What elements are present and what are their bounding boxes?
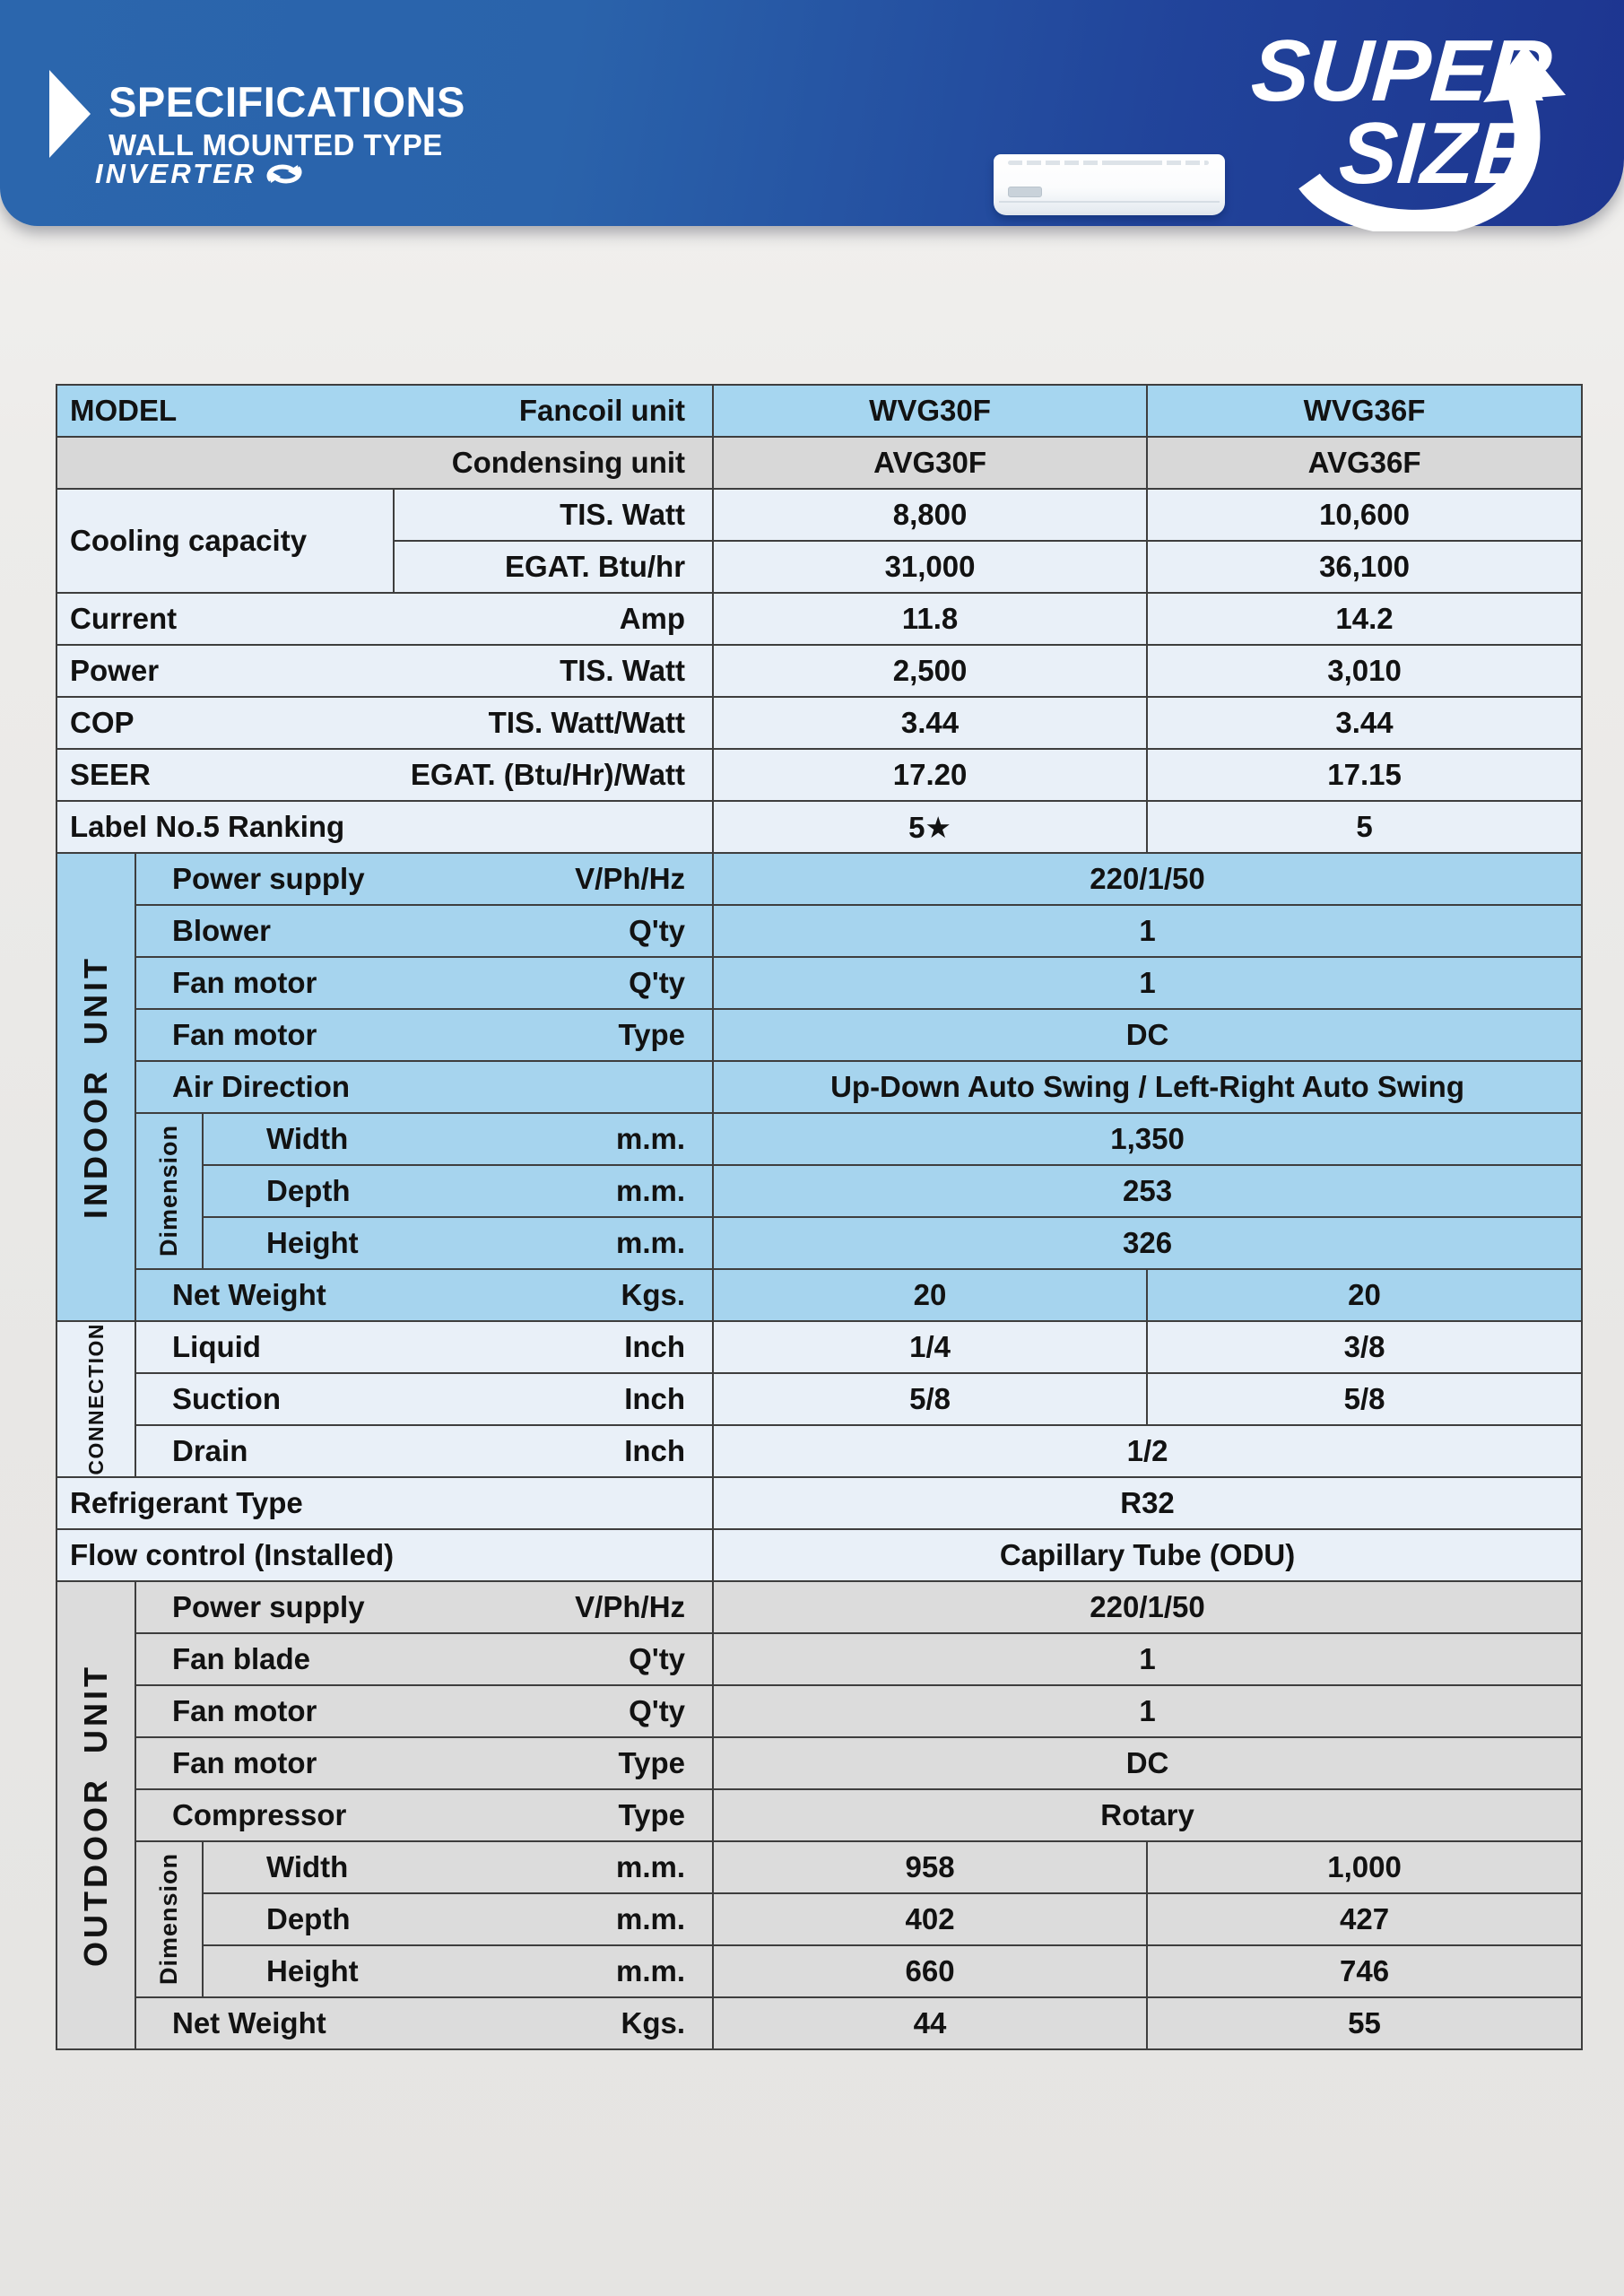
row-indoor-power — [56, 853, 1582, 905]
power-label-cell — [56, 645, 713, 697]
header-banner — [0, 0, 1624, 226]
cooling-tis-unit: TIS. Watt — [394, 489, 713, 541]
cop-label: COP — [70, 706, 135, 739]
row-suction — [56, 1373, 1582, 1425]
label5-2: 5 — [1147, 801, 1582, 853]
dimension-vertical-text: Dimension — [155, 1125, 182, 1257]
power-unit: TIS. Watt — [560, 654, 686, 687]
power-2: 3,010 — [1147, 645, 1582, 697]
spec-table — [56, 384, 1583, 2050]
fancoil-unit-label: Fancoil unit — [518, 394, 686, 427]
indoor-fanmotor-qty-label-cell — [135, 957, 713, 1009]
refrigerant-value: R32 — [713, 1477, 1582, 1529]
current-label: Current — [70, 602, 178, 635]
condensing-label-cell — [56, 437, 713, 489]
indoor-power-value: 220/1/50 — [713, 853, 1582, 905]
outdoor-fanmotor-type-label-cell — [135, 1737, 713, 1789]
suction-label-cell — [135, 1373, 713, 1425]
row-liquid — [56, 1321, 1582, 1373]
fan-blade-label: Fan blade — [172, 1642, 311, 1675]
drain-label: Drain — [172, 1434, 248, 1467]
outdoor-fanmotor-label: Fan motor — [172, 1694, 317, 1727]
indoor-unit-section-label — [56, 853, 135, 1321]
indoor-height-label-cell — [203, 1217, 713, 1269]
row-compressor — [56, 1789, 1582, 1841]
mm-unit: m.m. — [616, 1122, 686, 1155]
cooling-egat-1: 31,000 — [713, 541, 1147, 593]
outdoor-width-2: 1,000 — [1147, 1841, 1582, 1893]
outdoor-depth-1: 402 — [713, 1893, 1147, 1945]
flow-control-label: Flow control (Installed) — [70, 1538, 395, 1571]
suction-1: 5/8 — [713, 1373, 1147, 1425]
outdoor-unit-section-label — [56, 1581, 135, 2049]
blower-value: 1 — [713, 905, 1582, 957]
kgs-unit: Kgs. — [621, 2006, 686, 2039]
seer-1: 17.20 — [713, 749, 1147, 801]
indoor-height-value: 326 — [713, 1217, 1582, 1269]
supersize-logo — [1246, 22, 1605, 231]
outdoor-depth-label-cell — [203, 1893, 713, 1945]
inch-unit: Inch — [624, 1434, 686, 1467]
current-unit: Amp — [619, 602, 686, 635]
compressor-label: Compressor — [172, 1798, 347, 1831]
outdoor-power-label-cell — [135, 1581, 713, 1633]
suction-2: 5/8 — [1147, 1373, 1582, 1425]
outdoor-fanmotor-qty-unit: Q'ty — [629, 1694, 686, 1727]
connection-vertical-text: CONNECTION — [83, 1323, 108, 1475]
row-outdoor-weight — [56, 1997, 1582, 2049]
dimension-vertical-text: Dimension — [155, 1853, 182, 1986]
air-conditioner-image — [994, 154, 1225, 215]
outdoor-weight-1: 44 — [713, 1997, 1147, 2049]
model-2: WVG36F — [1147, 385, 1582, 437]
indoor-width-value: 1,350 — [713, 1113, 1582, 1165]
outdoor-height-label-cell — [203, 1945, 713, 1997]
outdoor-weight-2: 55 — [1147, 1997, 1582, 2049]
indoor-fanmotor-label: Fan motor — [172, 966, 317, 999]
indoor-weight-1: 20 — [713, 1269, 1147, 1321]
fan-blade-unit: Q'ty — [629, 1642, 686, 1675]
cooling-capacity-label: Cooling capacity — [56, 489, 394, 593]
air-direction-value: Up-Down Auto Swing / Left-Right Auto Swing — [713, 1061, 1582, 1113]
row-fan-blade — [56, 1633, 1582, 1685]
outdoor-height-1: 660 — [713, 1945, 1147, 1997]
liquid-label-cell — [135, 1321, 713, 1373]
compressor-label-cell — [135, 1789, 713, 1841]
air-direction-label: Air Direction — [172, 1070, 351, 1103]
row-label5 — [56, 801, 1582, 853]
connection-section-label — [56, 1321, 135, 1477]
indoor-weight-label-cell — [135, 1269, 713, 1321]
outdoor-power-value: 220/1/50 — [713, 1581, 1582, 1633]
indoor-depth-label-cell — [203, 1165, 713, 1217]
row-air-direction — [56, 1061, 1582, 1113]
flow-control-value: Capillary Tube (ODU) — [713, 1529, 1582, 1581]
page-subtitle: WALL MOUNTED TYPE — [109, 128, 443, 161]
inch-unit: Inch — [624, 1382, 686, 1415]
mm-unit: m.m. — [616, 1902, 686, 1935]
condensing-unit-label: Condensing unit — [451, 446, 686, 479]
arrow-right-icon — [49, 70, 91, 158]
ac-seam — [999, 201, 1220, 203]
indoor-fanmotor-type-value: DC — [713, 1009, 1582, 1061]
indoor-fanmotor-label: Fan motor — [172, 1018, 317, 1051]
outdoor-fanmotor-type-value: DC — [713, 1737, 1582, 1789]
outdoor-width-1: 958 — [713, 1841, 1147, 1893]
row-current — [56, 593, 1582, 645]
indoor-fanmotor-type-unit: Type — [618, 1018, 686, 1051]
row-indoor-weight — [56, 1269, 1582, 1321]
cooling-egat-2: 36,100 — [1147, 541, 1582, 593]
cooling-tis-2: 10,600 — [1147, 489, 1582, 541]
row-indoor-height — [56, 1217, 1582, 1269]
label5-1: 5★ — [713, 801, 1147, 853]
outdoor-power-label: Power supply — [172, 1590, 365, 1623]
row-indoor-fanmotor-qty — [56, 957, 1582, 1009]
liquid-label: Liquid — [172, 1330, 261, 1363]
outdoor-width-label-cell — [203, 1841, 713, 1893]
outdoor-fanmotor-qty-value: 1 — [713, 1685, 1582, 1737]
height-label: Height — [266, 1226, 359, 1259]
indoor-fanmotor-qty-value: 1 — [713, 957, 1582, 1009]
net-weight-label: Net Weight — [172, 2006, 326, 2039]
refrigerant-label-cell — [56, 1477, 713, 1529]
mm-unit: m.m. — [616, 1954, 686, 1987]
outdoor-power-unit: V/Ph/Hz — [575, 1590, 686, 1623]
seer-2: 17.15 — [1147, 749, 1582, 801]
row-outdoor-fanmotor-qty — [56, 1685, 1582, 1737]
row-cop — [56, 697, 1582, 749]
spec-table-container — [56, 384, 1583, 2050]
row-power — [56, 645, 1582, 697]
indoor-width-label-cell — [203, 1113, 713, 1165]
indoor-depth-value: 253 — [713, 1165, 1582, 1217]
supersize-text-bottom: SIZE — [1336, 104, 1537, 202]
blower-label-cell — [135, 905, 713, 957]
air-direction-label-cell — [135, 1061, 713, 1113]
cop-label-cell — [56, 697, 713, 749]
ac-vent — [1110, 161, 1209, 165]
row-condensing — [56, 437, 1582, 489]
cooling-tis-1: 8,800 — [713, 489, 1147, 541]
row-refrigerant — [56, 1477, 1582, 1529]
row-indoor-depth — [56, 1165, 1582, 1217]
depth-label: Depth — [266, 1902, 351, 1935]
net-weight-label: Net Weight — [172, 1278, 326, 1311]
current-1: 11.8 — [713, 593, 1147, 645]
blower-label: Blower — [172, 914, 272, 947]
kgs-unit: Kgs. — [621, 1278, 686, 1311]
power-1: 2,500 — [713, 645, 1147, 697]
outdoor-depth-2: 427 — [1147, 1893, 1582, 1945]
condensing-1: AVG30F — [713, 437, 1147, 489]
current-2: 14.2 — [1147, 593, 1582, 645]
width-label: Width — [266, 1850, 349, 1883]
outdoor-dimension-label — [135, 1841, 203, 1997]
row-indoor-fanmotor-type — [56, 1009, 1582, 1061]
inch-unit: Inch — [624, 1330, 686, 1363]
row-outdoor-fanmotor-type — [56, 1737, 1582, 1789]
row-cooling-tis — [56, 489, 1582, 541]
page-title: SPECIFICATIONS — [109, 78, 465, 126]
outdoor-height-2: 746 — [1147, 1945, 1582, 1997]
liquid-2: 3/8 — [1147, 1321, 1582, 1373]
refrigerant-label: Refrigerant Type — [70, 1486, 303, 1519]
liquid-1: 1/4 — [713, 1321, 1147, 1373]
depth-label: Depth — [266, 1174, 351, 1207]
inverter-label: INVERTER — [95, 158, 257, 189]
row-indoor-width — [56, 1113, 1582, 1165]
cop-1: 3.44 — [713, 697, 1147, 749]
indoor-fanmotor-qty-unit: Q'ty — [629, 966, 686, 999]
outdoor-unit-vertical-text: OUTDOOR UNIT — [77, 1664, 114, 1967]
compressor-value: Rotary — [713, 1789, 1582, 1841]
cop-2: 3.44 — [1147, 697, 1582, 749]
row-outdoor-width — [56, 1841, 1582, 1893]
model-label: MODEL — [70, 394, 178, 427]
indoor-power-label-cell — [135, 853, 713, 905]
row-model — [56, 385, 1582, 437]
ac-display — [1008, 187, 1042, 197]
row-outdoor-height — [56, 1945, 1582, 1997]
inverter-logo — [95, 158, 305, 190]
outdoor-weight-label-cell — [135, 1997, 713, 2049]
indoor-power-label: Power supply — [172, 862, 365, 895]
mm-unit: m.m. — [616, 1226, 686, 1259]
mm-unit: m.m. — [616, 1174, 686, 1207]
label5-label: Label No.5 Ranking — [70, 810, 345, 843]
model-1: WVG30F — [713, 385, 1147, 437]
drain-value: 1/2 — [713, 1425, 1582, 1477]
seer-label-cell — [56, 749, 713, 801]
indoor-unit-vertical-text: INDOOR UNIT — [77, 955, 114, 1219]
cop-unit: TIS. Watt/Watt — [488, 706, 686, 739]
suction-label: Suction — [172, 1382, 281, 1415]
fan-blade-label-cell — [135, 1633, 713, 1685]
blower-unit: Q'ty — [629, 914, 686, 947]
row-drain — [56, 1425, 1582, 1477]
model-label-cell — [56, 385, 713, 437]
label5-label-cell — [56, 801, 713, 853]
flow-control-label-cell — [56, 1529, 713, 1581]
indoor-weight-2: 20 — [1147, 1269, 1582, 1321]
row-flow-control — [56, 1529, 1582, 1581]
outdoor-fanmotor-label: Fan motor — [172, 1746, 317, 1779]
row-outdoor-depth — [56, 1893, 1582, 1945]
height-label: Height — [266, 1954, 359, 1987]
current-label-cell — [56, 593, 713, 645]
condensing-2: AVG36F — [1147, 437, 1582, 489]
indoor-dimension-label — [135, 1113, 203, 1269]
outdoor-fanmotor-type-unit: Type — [618, 1746, 686, 1779]
row-seer — [56, 749, 1582, 801]
seer-unit: EGAT. (Btu/Hr)/Watt — [410, 758, 686, 791]
inverter-cycle-icon — [264, 160, 305, 188]
indoor-power-unit: V/Ph/Hz — [575, 862, 686, 895]
compressor-unit: Type — [618, 1798, 686, 1831]
width-label: Width — [266, 1122, 349, 1155]
fan-blade-value: 1 — [713, 1633, 1582, 1685]
seer-label: SEER — [70, 758, 151, 791]
row-indoor-blower — [56, 905, 1582, 957]
indoor-fanmotor-type-label-cell — [135, 1009, 713, 1061]
outdoor-fanmotor-qty-label-cell — [135, 1685, 713, 1737]
mm-unit: m.m. — [616, 1850, 686, 1883]
power-label: Power — [70, 654, 160, 687]
cooling-egat-unit: EGAT. Btu/hr — [394, 541, 713, 593]
row-outdoor-power — [56, 1581, 1582, 1633]
supersize-text-top: SUPER — [1248, 22, 1556, 119]
drain-label-cell — [135, 1425, 713, 1477]
